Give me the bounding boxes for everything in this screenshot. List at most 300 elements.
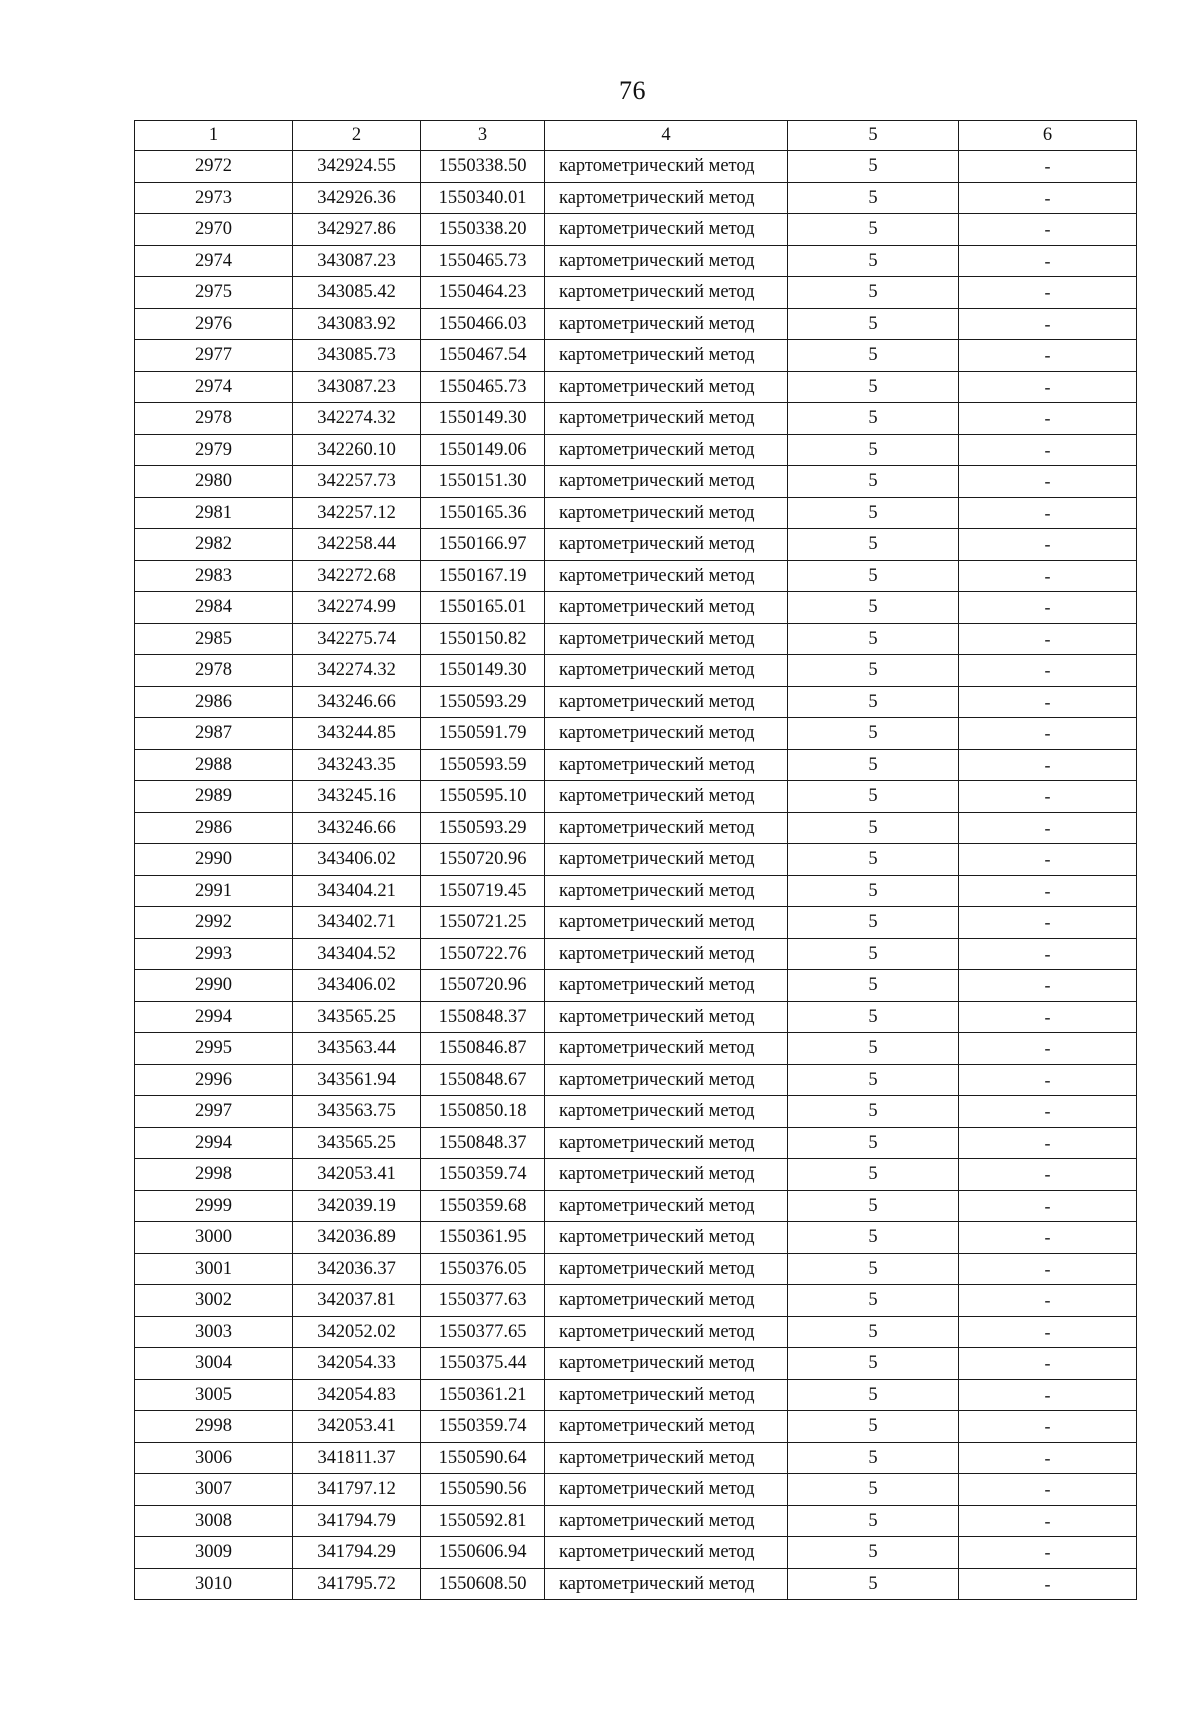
x-coordinate-cell: 343087.23 bbox=[293, 245, 421, 277]
table-row bbox=[135, 245, 1137, 277]
x-coordinate-cell: 343404.21 bbox=[293, 875, 421, 907]
table-row bbox=[135, 182, 1137, 214]
determination-method-cell: картометрический метод bbox=[545, 182, 788, 214]
determination-method-cell: картометрический метод bbox=[545, 529, 788, 561]
x-coordinate-cell: 343404.52 bbox=[293, 938, 421, 970]
note-cell: - bbox=[959, 844, 1137, 876]
note-cell: - bbox=[959, 277, 1137, 309]
y-coordinate-cell: 1550720.96 bbox=[421, 970, 545, 1002]
y-coordinate-cell: 1550377.63 bbox=[421, 1285, 545, 1317]
note-cell: - bbox=[959, 1379, 1137, 1411]
accuracy-cell: 5 bbox=[788, 623, 959, 655]
point-number-cell: 2983 bbox=[135, 560, 293, 592]
accuracy-cell: 5 bbox=[788, 1159, 959, 1191]
x-coordinate-cell: 341794.79 bbox=[293, 1505, 421, 1537]
point-number-cell: 2990 bbox=[135, 970, 293, 1002]
x-coordinate-cell: 342053.41 bbox=[293, 1411, 421, 1443]
accuracy-cell: 5 bbox=[788, 718, 959, 750]
note-cell: - bbox=[959, 1253, 1137, 1285]
y-coordinate-cell: 1550719.45 bbox=[421, 875, 545, 907]
x-coordinate-cell: 342039.19 bbox=[293, 1190, 421, 1222]
point-number-cell: 2994 bbox=[135, 1001, 293, 1033]
point-number-cell: 2990 bbox=[135, 844, 293, 876]
x-coordinate-cell: 342054.83 bbox=[293, 1379, 421, 1411]
determination-method-cell: картометрический метод bbox=[545, 1253, 788, 1285]
table-row bbox=[135, 466, 1137, 498]
accuracy-cell: 5 bbox=[788, 781, 959, 813]
table-body bbox=[135, 151, 1137, 1600]
note-cell: - bbox=[959, 875, 1137, 907]
determination-method-cell: картометрический метод bbox=[545, 340, 788, 372]
determination-method-cell: картометрический метод bbox=[545, 497, 788, 529]
determination-method-cell: картометрический метод bbox=[545, 1442, 788, 1474]
table-row bbox=[135, 371, 1137, 403]
point-number-cell: 2985 bbox=[135, 623, 293, 655]
table-row bbox=[135, 592, 1137, 624]
table-row bbox=[135, 308, 1137, 340]
determination-method-cell: картометрический метод bbox=[545, 655, 788, 687]
point-number-cell: 2998 bbox=[135, 1159, 293, 1191]
point-number-cell: 3008 bbox=[135, 1505, 293, 1537]
table-row bbox=[135, 1253, 1137, 1285]
table-row bbox=[135, 1568, 1137, 1600]
note-cell: - bbox=[959, 686, 1137, 718]
table-row bbox=[135, 1474, 1137, 1506]
note-cell: - bbox=[959, 434, 1137, 466]
y-coordinate-cell: 1550338.20 bbox=[421, 214, 545, 246]
x-coordinate-cell: 342924.55 bbox=[293, 151, 421, 183]
y-coordinate-cell: 1550165.01 bbox=[421, 592, 545, 624]
note-cell: - bbox=[959, 938, 1137, 970]
table-row bbox=[135, 1096, 1137, 1128]
note-cell: - bbox=[959, 1411, 1137, 1443]
table-row bbox=[135, 1159, 1137, 1191]
x-coordinate-cell: 343085.42 bbox=[293, 277, 421, 309]
accuracy-cell: 5 bbox=[788, 1568, 959, 1600]
y-coordinate-cell: 1550595.10 bbox=[421, 781, 545, 813]
accuracy-cell: 5 bbox=[788, 1127, 959, 1159]
table-row bbox=[135, 1411, 1137, 1443]
accuracy-cell: 5 bbox=[788, 875, 959, 907]
y-coordinate-cell: 1550338.50 bbox=[421, 151, 545, 183]
table-row bbox=[135, 781, 1137, 813]
point-number-cell: 2978 bbox=[135, 403, 293, 435]
determination-method-cell: картометрический метод bbox=[545, 938, 788, 970]
point-number-cell: 3000 bbox=[135, 1222, 293, 1254]
table-row bbox=[135, 938, 1137, 970]
point-number-cell: 3006 bbox=[135, 1442, 293, 1474]
y-coordinate-cell: 1550467.54 bbox=[421, 340, 545, 372]
y-coordinate-cell: 1550593.59 bbox=[421, 749, 545, 781]
determination-method-cell: картометрический метод bbox=[545, 214, 788, 246]
note-cell: - bbox=[959, 1001, 1137, 1033]
accuracy-cell: 5 bbox=[788, 1505, 959, 1537]
point-number-cell: 2993 bbox=[135, 938, 293, 970]
table-row bbox=[135, 970, 1137, 1002]
determination-method-cell: картометрический метод bbox=[545, 1316, 788, 1348]
note-cell: - bbox=[959, 1222, 1137, 1254]
table-row bbox=[135, 686, 1137, 718]
accuracy-cell: 5 bbox=[788, 1190, 959, 1222]
table-row bbox=[135, 277, 1137, 309]
point-number-cell: 2987 bbox=[135, 718, 293, 750]
y-coordinate-cell: 1550592.81 bbox=[421, 1505, 545, 1537]
point-number-cell: 2999 bbox=[135, 1190, 293, 1222]
x-coordinate-cell: 342260.10 bbox=[293, 434, 421, 466]
note-cell: - bbox=[959, 655, 1137, 687]
accuracy-cell: 5 bbox=[788, 560, 959, 592]
y-coordinate-cell: 1550149.06 bbox=[421, 434, 545, 466]
note-cell: - bbox=[959, 245, 1137, 277]
y-coordinate-cell: 1550151.30 bbox=[421, 466, 545, 498]
note-cell: - bbox=[959, 812, 1137, 844]
accuracy-cell: 5 bbox=[788, 151, 959, 183]
table-row bbox=[135, 623, 1137, 655]
y-coordinate-cell: 1550166.97 bbox=[421, 529, 545, 561]
y-coordinate-cell: 1550591.79 bbox=[421, 718, 545, 750]
y-coordinate-cell: 1550376.05 bbox=[421, 1253, 545, 1285]
point-number-cell: 2976 bbox=[135, 308, 293, 340]
table-row bbox=[135, 1064, 1137, 1096]
point-number-cell: 2977 bbox=[135, 340, 293, 372]
y-coordinate-cell: 1550846.87 bbox=[421, 1033, 545, 1065]
note-cell: - bbox=[959, 1505, 1137, 1537]
note-cell: - bbox=[959, 403, 1137, 435]
y-coordinate-cell: 1550590.64 bbox=[421, 1442, 545, 1474]
note-cell: - bbox=[959, 718, 1137, 750]
note-cell: - bbox=[959, 1474, 1137, 1506]
note-cell: - bbox=[959, 1033, 1137, 1065]
note-cell: - bbox=[959, 371, 1137, 403]
table-row bbox=[135, 907, 1137, 939]
determination-method-cell: картометрический метод bbox=[545, 1285, 788, 1317]
accuracy-cell: 5 bbox=[788, 1285, 959, 1317]
determination-method-cell: картометрический метод bbox=[545, 1190, 788, 1222]
table-row bbox=[135, 1222, 1137, 1254]
point-number-cell: 2988 bbox=[135, 749, 293, 781]
note-cell: - bbox=[959, 1316, 1137, 1348]
x-coordinate-cell: 343243.35 bbox=[293, 749, 421, 781]
x-coordinate-cell: 342272.68 bbox=[293, 560, 421, 592]
x-coordinate-cell: 343246.66 bbox=[293, 812, 421, 844]
x-coordinate-cell: 341795.72 bbox=[293, 1568, 421, 1600]
x-coordinate-cell: 343565.25 bbox=[293, 1127, 421, 1159]
y-coordinate-cell: 1550848.67 bbox=[421, 1064, 545, 1096]
x-coordinate-cell: 342274.32 bbox=[293, 403, 421, 435]
table-row bbox=[135, 340, 1137, 372]
note-cell: - bbox=[959, 214, 1137, 246]
x-coordinate-cell: 343244.85 bbox=[293, 718, 421, 750]
determination-method-cell: картометрический метод bbox=[545, 1159, 788, 1191]
determination-method-cell: картометрический метод bbox=[545, 686, 788, 718]
accuracy-cell: 5 bbox=[788, 592, 959, 624]
determination-method-cell: картометрический метод bbox=[545, 1001, 788, 1033]
accuracy-cell: 5 bbox=[788, 655, 959, 687]
point-number-cell: 2979 bbox=[135, 434, 293, 466]
y-coordinate-cell: 1550359.74 bbox=[421, 1411, 545, 1443]
determination-method-cell: картометрический метод bbox=[545, 718, 788, 750]
accuracy-cell: 5 bbox=[788, 1096, 959, 1128]
accuracy-cell: 5 bbox=[788, 1222, 959, 1254]
note-cell: - bbox=[959, 560, 1137, 592]
determination-method-cell: картометрический метод bbox=[545, 812, 788, 844]
y-coordinate-cell: 1550340.01 bbox=[421, 182, 545, 214]
table-row bbox=[135, 1285, 1137, 1317]
point-number-cell: 2970 bbox=[135, 214, 293, 246]
note-cell: - bbox=[959, 623, 1137, 655]
y-coordinate-cell: 1550167.19 bbox=[421, 560, 545, 592]
note-cell: - bbox=[959, 1064, 1137, 1096]
y-coordinate-cell: 1550720.96 bbox=[421, 844, 545, 876]
point-number-cell: 2973 bbox=[135, 182, 293, 214]
table-row bbox=[135, 1316, 1137, 1348]
table-row bbox=[135, 718, 1137, 750]
column-header-3: 3 bbox=[421, 121, 545, 151]
point-number-cell: 3005 bbox=[135, 1379, 293, 1411]
x-coordinate-cell: 341811.37 bbox=[293, 1442, 421, 1474]
accuracy-cell: 5 bbox=[788, 1001, 959, 1033]
table-row bbox=[135, 151, 1137, 183]
point-number-cell: 2986 bbox=[135, 686, 293, 718]
x-coordinate-cell: 342258.44 bbox=[293, 529, 421, 561]
determination-method-cell: картометрический метод bbox=[545, 1474, 788, 1506]
accuracy-cell: 5 bbox=[788, 1253, 959, 1285]
table-row bbox=[135, 1127, 1137, 1159]
x-coordinate-cell: 343406.02 bbox=[293, 844, 421, 876]
x-coordinate-cell: 342274.32 bbox=[293, 655, 421, 687]
note-cell: - bbox=[959, 529, 1137, 561]
column-header-5: 5 bbox=[788, 121, 959, 151]
determination-method-cell: картометрический метод bbox=[545, 1033, 788, 1065]
accuracy-cell: 5 bbox=[788, 214, 959, 246]
determination-method-cell: картометрический метод bbox=[545, 1222, 788, 1254]
note-cell: - bbox=[959, 1442, 1137, 1474]
table-row bbox=[135, 1190, 1137, 1222]
column-header-6: 6 bbox=[959, 121, 1137, 151]
x-coordinate-cell: 342052.02 bbox=[293, 1316, 421, 1348]
table-row bbox=[135, 497, 1137, 529]
column-header-4: 4 bbox=[545, 121, 788, 151]
note-cell: - bbox=[959, 1127, 1137, 1159]
note-cell: - bbox=[959, 340, 1137, 372]
x-coordinate-cell: 342037.81 bbox=[293, 1285, 421, 1317]
accuracy-cell: 5 bbox=[788, 182, 959, 214]
table-row bbox=[135, 1537, 1137, 1569]
table-row bbox=[135, 844, 1137, 876]
column-header-2: 2 bbox=[293, 121, 421, 151]
y-coordinate-cell: 1550464.23 bbox=[421, 277, 545, 309]
accuracy-cell: 5 bbox=[788, 1348, 959, 1380]
table-row bbox=[135, 1348, 1137, 1380]
point-number-cell: 3009 bbox=[135, 1537, 293, 1569]
table-header-row bbox=[135, 121, 1137, 151]
determination-method-cell: картометрический метод bbox=[545, 560, 788, 592]
column-header-1: 1 bbox=[135, 121, 293, 151]
determination-method-cell: картометрический метод bbox=[545, 970, 788, 1002]
point-number-cell: 2972 bbox=[135, 151, 293, 183]
accuracy-cell: 5 bbox=[788, 529, 959, 561]
y-coordinate-cell: 1550150.82 bbox=[421, 623, 545, 655]
x-coordinate-cell: 343406.02 bbox=[293, 970, 421, 1002]
accuracy-cell: 5 bbox=[788, 340, 959, 372]
y-coordinate-cell: 1550359.68 bbox=[421, 1190, 545, 1222]
determination-method-cell: картометрический метод bbox=[545, 466, 788, 498]
point-number-cell: 2981 bbox=[135, 497, 293, 529]
note-cell: - bbox=[959, 970, 1137, 1002]
y-coordinate-cell: 1550608.50 bbox=[421, 1568, 545, 1600]
x-coordinate-cell: 343246.66 bbox=[293, 686, 421, 718]
determination-method-cell: картометрический метод bbox=[545, 371, 788, 403]
x-coordinate-cell: 342927.86 bbox=[293, 214, 421, 246]
accuracy-cell: 5 bbox=[788, 371, 959, 403]
y-coordinate-cell: 1550606.94 bbox=[421, 1537, 545, 1569]
accuracy-cell: 5 bbox=[788, 434, 959, 466]
x-coordinate-cell: 342054.33 bbox=[293, 1348, 421, 1380]
accuracy-cell: 5 bbox=[788, 907, 959, 939]
table-row bbox=[135, 1033, 1137, 1065]
y-coordinate-cell: 1550165.36 bbox=[421, 497, 545, 529]
x-coordinate-cell: 343083.92 bbox=[293, 308, 421, 340]
determination-method-cell: картометрический метод bbox=[545, 907, 788, 939]
y-coordinate-cell: 1550377.65 bbox=[421, 1316, 545, 1348]
determination-method-cell: картометрический метод bbox=[545, 1379, 788, 1411]
point-number-cell: 2989 bbox=[135, 781, 293, 813]
accuracy-cell: 5 bbox=[788, 812, 959, 844]
note-cell: - bbox=[959, 1348, 1137, 1380]
point-number-cell: 2975 bbox=[135, 277, 293, 309]
determination-method-cell: картометрический метод bbox=[545, 781, 788, 813]
table-row bbox=[135, 812, 1137, 844]
note-cell: - bbox=[959, 592, 1137, 624]
y-coordinate-cell: 1550361.95 bbox=[421, 1222, 545, 1254]
accuracy-cell: 5 bbox=[788, 245, 959, 277]
table-row bbox=[135, 1379, 1137, 1411]
determination-method-cell: картометрический метод bbox=[545, 434, 788, 466]
determination-method-cell: картометрический метод bbox=[545, 844, 788, 876]
point-number-cell: 3001 bbox=[135, 1253, 293, 1285]
determination-method-cell: картометрический метод bbox=[545, 403, 788, 435]
determination-method-cell: картометрический метод bbox=[545, 1348, 788, 1380]
x-coordinate-cell: 342275.74 bbox=[293, 623, 421, 655]
determination-method-cell: картометрический метод bbox=[545, 749, 788, 781]
determination-method-cell: картометрический метод bbox=[545, 1505, 788, 1537]
coordinates-table bbox=[134, 120, 1137, 1600]
accuracy-cell: 5 bbox=[788, 1474, 959, 1506]
x-coordinate-cell: 343565.25 bbox=[293, 1001, 421, 1033]
y-coordinate-cell: 1550590.56 bbox=[421, 1474, 545, 1506]
y-coordinate-cell: 1550848.37 bbox=[421, 1127, 545, 1159]
determination-method-cell: картометрический метод bbox=[545, 245, 788, 277]
x-coordinate-cell: 342036.89 bbox=[293, 1222, 421, 1254]
point-number-cell: 2980 bbox=[135, 466, 293, 498]
accuracy-cell: 5 bbox=[788, 938, 959, 970]
accuracy-cell: 5 bbox=[788, 1411, 959, 1443]
y-coordinate-cell: 1550466.03 bbox=[421, 308, 545, 340]
accuracy-cell: 5 bbox=[788, 970, 959, 1002]
determination-method-cell: картометрический метод bbox=[545, 308, 788, 340]
x-coordinate-cell: 342257.73 bbox=[293, 466, 421, 498]
y-coordinate-cell: 1550722.76 bbox=[421, 938, 545, 970]
y-coordinate-cell: 1550375.44 bbox=[421, 1348, 545, 1380]
y-coordinate-cell: 1550361.21 bbox=[421, 1379, 545, 1411]
point-number-cell: 2982 bbox=[135, 529, 293, 561]
determination-method-cell: картометрический метод bbox=[545, 1411, 788, 1443]
determination-method-cell: картометрический метод bbox=[545, 623, 788, 655]
note-cell: - bbox=[959, 781, 1137, 813]
x-coordinate-cell: 342257.12 bbox=[293, 497, 421, 529]
x-coordinate-cell: 343563.75 bbox=[293, 1096, 421, 1128]
x-coordinate-cell: 343245.16 bbox=[293, 781, 421, 813]
table-row bbox=[135, 749, 1137, 781]
y-coordinate-cell: 1550721.25 bbox=[421, 907, 545, 939]
note-cell: - bbox=[959, 497, 1137, 529]
table-row bbox=[135, 875, 1137, 907]
page-number: 76 bbox=[619, 76, 646, 105]
table-row bbox=[135, 214, 1137, 246]
point-number-cell: 3007 bbox=[135, 1474, 293, 1506]
note-cell: - bbox=[959, 1568, 1137, 1600]
determination-method-cell: картометрический метод bbox=[545, 1127, 788, 1159]
point-number-cell: 3003 bbox=[135, 1316, 293, 1348]
point-number-cell: 2974 bbox=[135, 245, 293, 277]
x-coordinate-cell: 342926.36 bbox=[293, 182, 421, 214]
note-cell: - bbox=[959, 182, 1137, 214]
accuracy-cell: 5 bbox=[788, 497, 959, 529]
accuracy-cell: 5 bbox=[788, 844, 959, 876]
table-row bbox=[135, 655, 1137, 687]
accuracy-cell: 5 bbox=[788, 1033, 959, 1065]
x-coordinate-cell: 343087.23 bbox=[293, 371, 421, 403]
point-number-cell: 3004 bbox=[135, 1348, 293, 1380]
x-coordinate-cell: 342274.99 bbox=[293, 592, 421, 624]
accuracy-cell: 5 bbox=[788, 403, 959, 435]
note-cell: - bbox=[959, 151, 1137, 183]
y-coordinate-cell: 1550465.73 bbox=[421, 371, 545, 403]
accuracy-cell: 5 bbox=[788, 1442, 959, 1474]
table-row bbox=[135, 560, 1137, 592]
y-coordinate-cell: 1550593.29 bbox=[421, 812, 545, 844]
point-number-cell: 2994 bbox=[135, 1127, 293, 1159]
y-coordinate-cell: 1550850.18 bbox=[421, 1096, 545, 1128]
accuracy-cell: 5 bbox=[788, 1379, 959, 1411]
point-number-cell: 2974 bbox=[135, 371, 293, 403]
note-cell: - bbox=[959, 1096, 1137, 1128]
note-cell: - bbox=[959, 1537, 1137, 1569]
note-cell: - bbox=[959, 749, 1137, 781]
y-coordinate-cell: 1550593.29 bbox=[421, 686, 545, 718]
table-row bbox=[135, 434, 1137, 466]
point-number-cell: 3002 bbox=[135, 1285, 293, 1317]
accuracy-cell: 5 bbox=[788, 686, 959, 718]
table-row bbox=[135, 529, 1137, 561]
point-number-cell: 2991 bbox=[135, 875, 293, 907]
point-number-cell: 2978 bbox=[135, 655, 293, 687]
accuracy-cell: 5 bbox=[788, 466, 959, 498]
x-coordinate-cell: 342036.37 bbox=[293, 1253, 421, 1285]
point-number-cell: 2998 bbox=[135, 1411, 293, 1443]
y-coordinate-cell: 1550465.73 bbox=[421, 245, 545, 277]
accuracy-cell: 5 bbox=[788, 749, 959, 781]
y-coordinate-cell: 1550149.30 bbox=[421, 655, 545, 687]
table-row bbox=[135, 1505, 1137, 1537]
y-coordinate-cell: 1550848.37 bbox=[421, 1001, 545, 1033]
point-number-cell: 3010 bbox=[135, 1568, 293, 1600]
point-number-cell: 2996 bbox=[135, 1064, 293, 1096]
point-number-cell: 2995 bbox=[135, 1033, 293, 1065]
accuracy-cell: 5 bbox=[788, 277, 959, 309]
accuracy-cell: 5 bbox=[788, 1316, 959, 1348]
x-coordinate-cell: 343563.44 bbox=[293, 1033, 421, 1065]
